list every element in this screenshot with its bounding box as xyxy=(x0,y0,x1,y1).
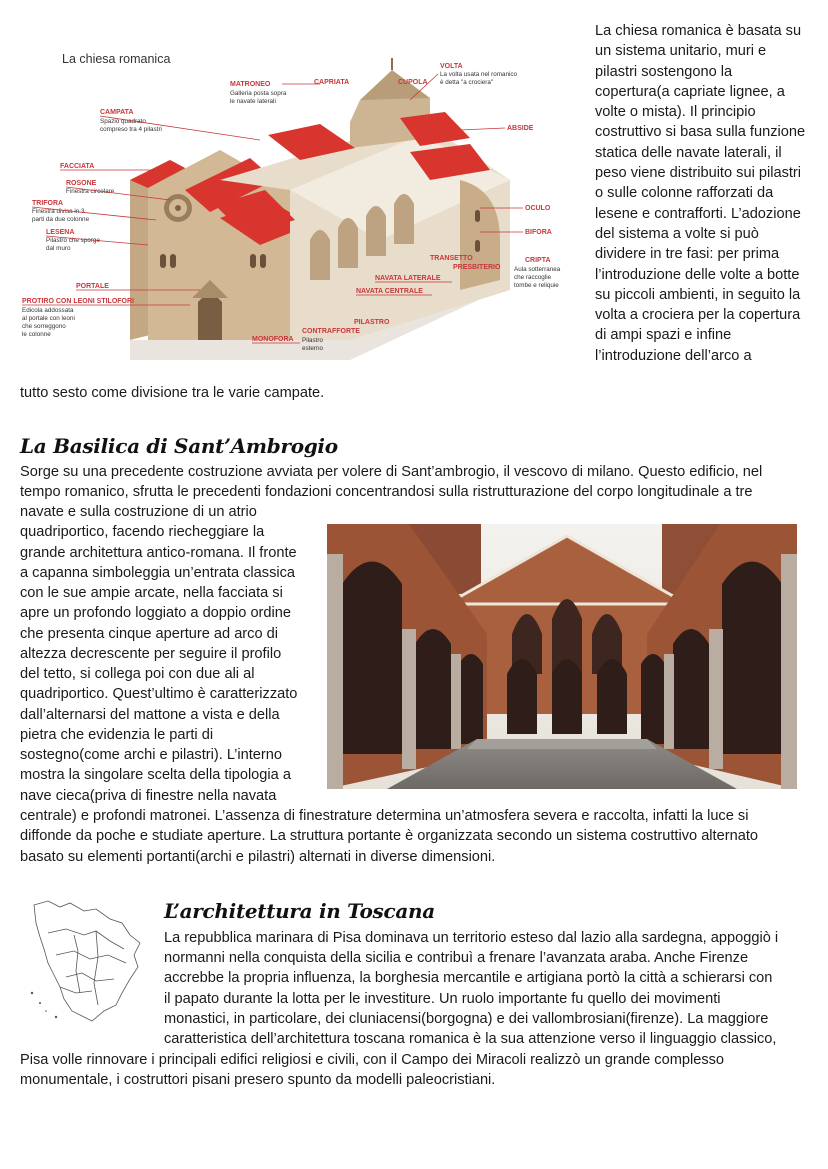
label-campata: CAMPATA xyxy=(100,109,134,116)
section2-line: quadriportico. Quest’ultimo è caratterizzato xyxy=(20,686,298,702)
svg-text:Pilastro: Pilastro xyxy=(302,337,323,344)
section2-line: a capanna simboleggia un’entrata classica xyxy=(20,565,296,581)
section2-line: che presenta cinque aperture ad arco di xyxy=(20,626,278,642)
svg-text:Aula sotterranea: Aula sotterranea xyxy=(514,266,561,273)
diagram-title: La chiesa romanica xyxy=(62,52,171,66)
tuscany-map xyxy=(26,893,148,1028)
svg-text:parti da due colonne: parti da due colonne xyxy=(32,216,90,223)
section2-line: quadriportico, facendo riecheggiare la xyxy=(20,524,265,540)
section2-line: dall’alternarsi del mattone a vista e della xyxy=(20,707,280,723)
svg-text:è detta "a crociera": è detta "a crociera" xyxy=(440,79,494,86)
label-portale: PORTALE xyxy=(76,283,109,290)
label-trifora: TRIFORA xyxy=(32,200,64,207)
label-oculo: OCULO xyxy=(525,205,551,212)
section2-line: pietra che evidenzia le parti di xyxy=(20,727,214,743)
label-capriata: CAPRIATA xyxy=(314,79,350,86)
svg-text:tombe e reliquie: tombe e reliquie xyxy=(514,282,559,289)
svg-text:Pilastro che sporge: Pilastro che sporge xyxy=(46,237,100,244)
svg-text:le colonne: le colonne xyxy=(22,331,51,338)
label-cripta: CRIPTA xyxy=(525,257,551,264)
svg-text:Edicola addossata: Edicola addossata xyxy=(22,307,74,314)
svg-text:esterno: esterno xyxy=(302,345,324,352)
svg-text:Galleria posta sopra: Galleria posta sopra xyxy=(230,90,287,97)
heading-santambrogio: La Basilica di Sant’Ambrogio xyxy=(20,434,338,458)
label-monofora: MONOFORA xyxy=(252,336,294,343)
label-cupola: CUPOLA xyxy=(398,79,428,86)
svg-text:al portale con leoni: al portale con leoni xyxy=(22,315,75,322)
label-navata-laterale: NAVATA LATERALE xyxy=(375,275,441,282)
section1-side-text: La chiesa romanica è basata su un sistema unitario, muri e pilastri sostengono la copertura(a capriate lignee, a volte o mista). Il principio costruttivo si basa sulla funzione statica delle navate laterali, il peso viene distribuito sui pilastri o sulle colonne rafforzati da lesene e contrafforti. L’adozione del sistema a volte si può dividere in tre fasi: per prima l’introduzione delle volte a botte su piccoli ambienti, in seguito la volta a crociera per la copertura di ampi spazi e infine l’introduzione dell’arco a xyxy=(595,23,806,364)
label-contrafforte: CONTRAFFORTE xyxy=(302,328,360,335)
section3-line: normanni nella conquista della sicilia e contribuì a frenare l’avanzata araba. Anche Firenze xyxy=(164,950,749,966)
label-transetto: TRANSETTO xyxy=(430,255,473,262)
label-protiro: PROTIRO CON LEONI STILOFORI xyxy=(22,298,134,305)
section2-line: del tetto, si collega poi con due ali al xyxy=(20,666,255,682)
svg-text:che raccoglie: che raccoglie xyxy=(514,274,552,281)
label-rosone: ROSONE xyxy=(66,180,97,187)
label-matroneo: MATRONEO xyxy=(230,81,271,88)
svg-text:Finestra circolare: Finestra circolare xyxy=(66,188,115,195)
label-facciata: FACCIATA xyxy=(60,163,95,170)
svg-text:Finestra divisa in 3: Finestra divisa in 3 xyxy=(32,208,85,215)
section3-line: Pisa volle rinnovare i principali edifici religiosi e civili, con il Campo dei Miracoli realizzò un grande complesso xyxy=(20,1052,725,1068)
section2-line: basato su elementi portanti(archi e pilastri) alternati in diverse dimensioni. xyxy=(20,849,496,865)
section2-line: altezza decrescente per seguire il profilo xyxy=(20,646,282,662)
section2-line: centrale) e profondi matronei. L’assenza di finestrature determina un’atmosfera severa e raccolta, infatti la luce si xyxy=(20,808,749,824)
section2-line: tempo romanico, sfrutta le precedenti fondazioni concentrandosi sulla ristrutturazione del corpo longitudinale a tre xyxy=(20,484,753,500)
section2-line: mostra la singolare scelta della tipologia a xyxy=(20,767,291,783)
svg-text:che sorreggono: che sorreggono xyxy=(22,323,66,330)
section2-line: nave cieca(priva di finestre nella navata xyxy=(20,788,277,804)
section2-line: sostegno(come archi e pilastri). L’interno xyxy=(20,747,283,763)
section2-line: con le sue ampie arcate, nella facciata si xyxy=(20,585,283,601)
svg-text:La volta usata nel romanico: La volta usata nel romanico xyxy=(440,71,518,78)
svg-text:le navate laterali: le navate laterali xyxy=(230,98,276,105)
section3-line: caratteristica dell’architettura toscana romanica è la sua attenzione verso il linguaggio classico, xyxy=(164,1031,777,1047)
label-navata-centrale: NAVATA CENTRALE xyxy=(356,288,423,295)
section2-line: navate e sulla costruzione di un atrio xyxy=(20,504,257,520)
label-presbiterio: PRESBITERIO xyxy=(453,264,501,271)
label-pilastro: PILASTRO xyxy=(354,319,390,326)
section2-line: apre un profondo loggiato a doppio ordine xyxy=(20,605,292,621)
heading-toscana: L’architettura in Toscana xyxy=(164,899,435,923)
svg-text:dal muro: dal muro xyxy=(46,245,71,252)
label-abside: ABSIDE xyxy=(507,125,534,132)
section2-line: Sorge su una precedente costruzione avviata per volere di Sant’ambrogio, il vescovo di milano. Questo edificio, nel xyxy=(20,464,763,480)
section3-line: monastici, in particolare, dei cluniacensi(borgogna) e dei vallombrosiani(firenze). La maggiore xyxy=(164,1011,769,1027)
label-bifora: BIFORA xyxy=(525,229,552,236)
section3-line: accrebbe la propria influenza, la borghesia mercantile e artigiana portò la città a schierarsi con xyxy=(164,970,773,986)
section3-line: monumentale, i costruttori pisani presero spunto da modelli paleocristiani. xyxy=(20,1072,496,1088)
romanesque-church-diagram xyxy=(20,40,580,365)
church-illustration xyxy=(130,58,510,360)
section2-line: diffonde da poche e studiate aperture. La struttura portante è organizzata secondo un sistema costruttivo alternato xyxy=(20,828,758,844)
section1-continuation: tutto sesto come divisione tra le varie campate. xyxy=(20,385,325,401)
svg-text:compreso tra 4 pilastri: compreso tra 4 pilastri xyxy=(100,126,162,133)
section3-line: il papato durante la lotta per le investiture. Un ruolo importante fu quello dei movimenti xyxy=(164,991,721,1007)
label-volta: VOLTA xyxy=(440,63,463,70)
svg-text:Spazio quadrato: Spazio quadrato xyxy=(100,118,146,125)
section2-line: grande architettura antico-romana. Il fronte xyxy=(20,545,297,561)
section3-line: La repubblica marinara di Pisa dominava un territorio esteso dal lazio alla sardegna, appoggiò i xyxy=(164,930,779,946)
basilica-photo xyxy=(327,524,797,789)
label-lesena: LESENA xyxy=(46,229,75,236)
